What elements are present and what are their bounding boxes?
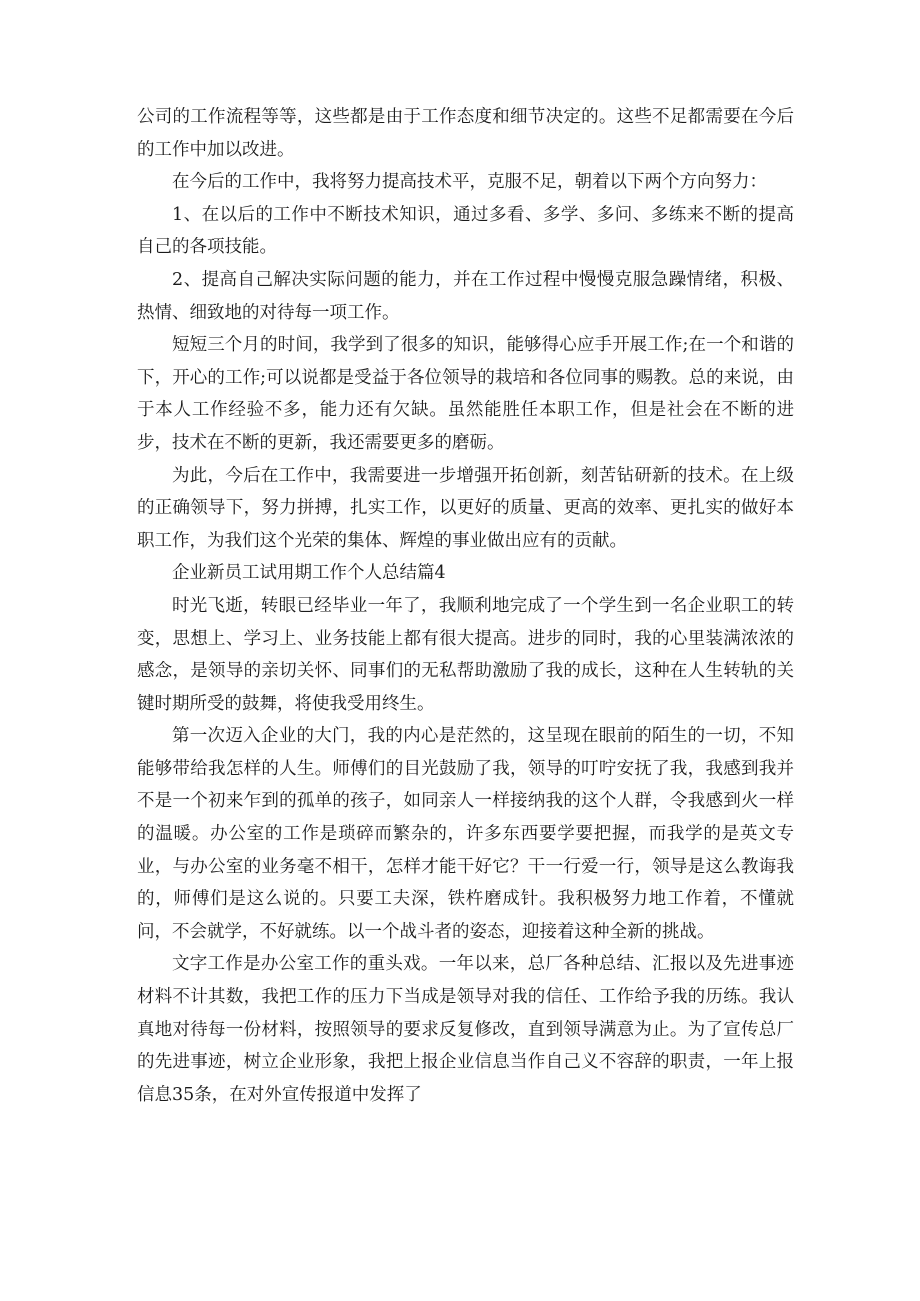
list-item: 2、提高自己解决实际问题的能力，并在工作过程中慢慢克服急躁情绪，积极、热情、细致地的对待每一项工作。 [137, 269, 794, 323]
paragraph: 为此，今后在工作中，我需要进一步增强开拓创新，刻苦钻研新的技术。在上级的正确领导下，努力拼搏，扎实工作，以更好的质量、更高的效率、更扎实的做好本职工作，为我们这个光荣的集体、辉煌的事业做出应有的贡献。 [137, 465, 794, 551]
paragraph: 时光飞逝，转眼已经毕业一年了，我顺利地完成了一个学生到一名企业职工的转变，思想上、学习上、业务技能上都有很大提高。进步的同时，我的心里装满浓浓的感念，是领导的亲切关怀、同事们的无私帮助激励了我的成长，这种在人生转轨的关键时期所受的鼓舞，将使我受用终生。 [137, 595, 794, 714]
paragraph: 在今后的工作中，我将努力提高技术平，克服不足，朝着以下两个方向努力： [172, 172, 767, 193]
paragraph-continuation: 公司的工作流程等等，这些都是由于工作态度和细节决定的。这些不足都需要在今后的工作中加以改进。 [137, 107, 794, 160]
list-item: 1、在以后的工作中不断技术知识，通过多看、多学、多问、多练来不断的提高自己的各项技能。 [137, 204, 794, 258]
paragraph: 文字工作是办公室工作的重头戏。一年以来，总厂各种总结、汇报以及先进事迹材料不计其数，我把工作的压力下当成是领导对我的信任、工作给予我的历练。我认真地对待每一份材料，按照领导的要求反复修改，直到领导满意为止。为了宣传总厂的先进事迹，树立企业形象，我把上报企业信息当作自己义不容辞的职责，一年上报信息35条，在对外宣传报道中发挥了 [137, 954, 794, 1105]
document-body [137, 101, 794, 1111]
paragraph: 第一次迈入企业的大门，我的内心是茫然的，这呈现在眼前的陌生的一切，不知能够带给我怎样的人生。师傅们的目光鼓励了我，领导的叮咛安抚了我，我感到我并不是一个初来乍到的孤单的孩子，如同亲人一样接纳我的这个人群，令我感到火一样的温暖。办公室的工作是琐碎而繁杂的，许多东西要学要把握，而我学的是英文专业，与办公室的业务毫不相干，怎样才能干好它？干一行爱一行，领导是这么教诲我的，师傅们是这么说的。只要工夫深，铁杵磨成针。我积极努力地工作着，不懂就问，不会就学，不好就练。以一个战斗者的姿态，迎接着这种全新的挑战。 [137, 726, 794, 942]
paragraph: 短短三个月的时间，我学到了很多的知识，能够得心应手开展工作;在一个和谐的下，开心的工作;可以说都是受益于各位领导的栽培和各位同事的赐教。总的来说，由于本人工作经验不多，能力还有欠缺。虽然能胜任本职工作，但是社会在不断的进步，技术在不断的更新，我还需要更多的磨砺。 [137, 335, 794, 453]
section-heading: 企业新员工试用期工作个人总结篇4 [172, 563, 446, 584]
